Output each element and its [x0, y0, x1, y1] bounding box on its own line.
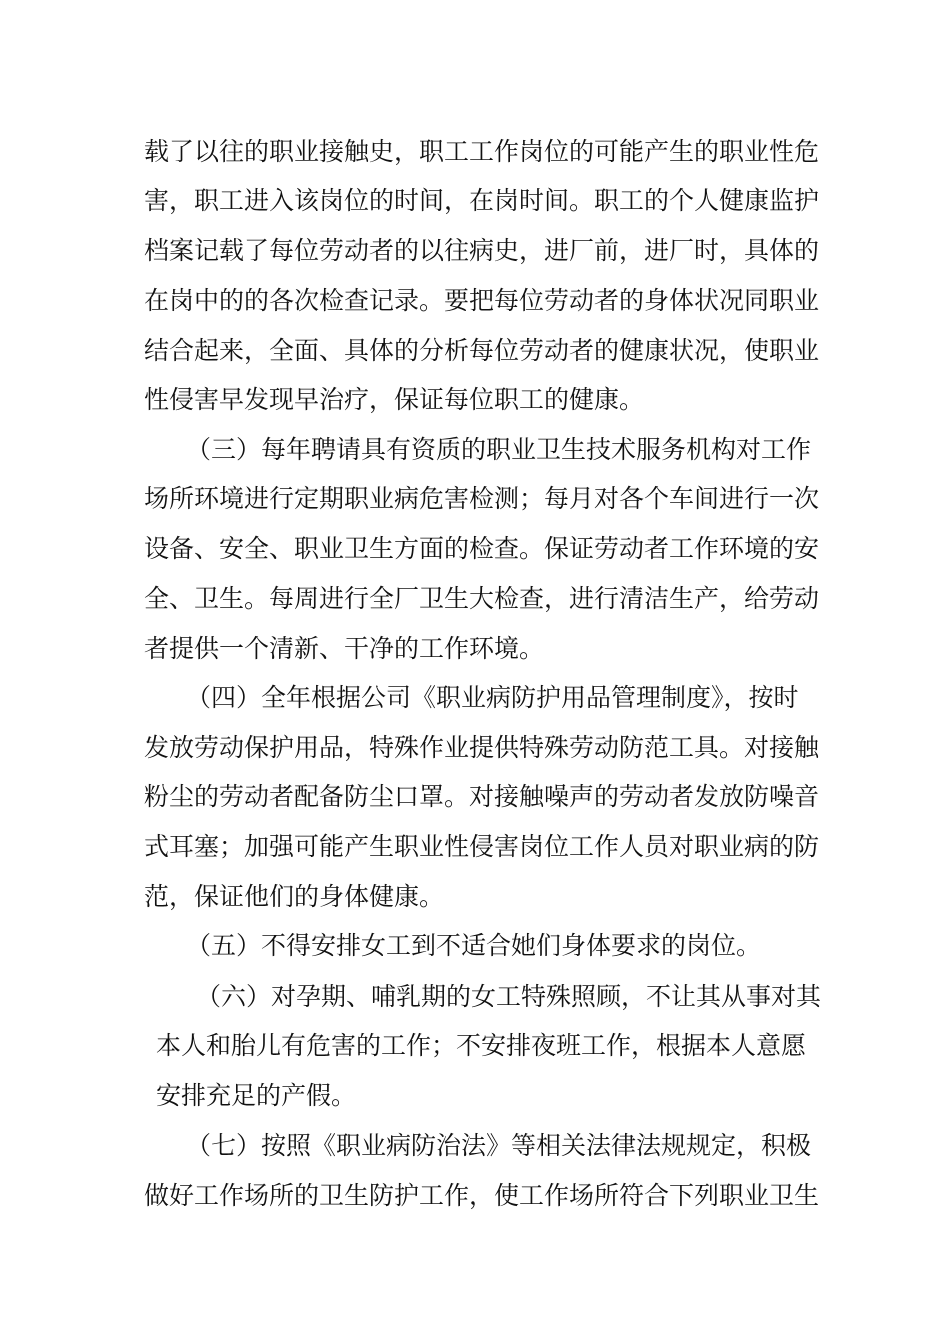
- paragraph-7-start: （七）按照《职业病防治法》等相关法律法规规定，积极: [186, 1131, 812, 1160]
- text-line-15: 式耳塞；加强可能产生职业性侵害岗位工作人员对职业病的防: [144, 832, 820, 861]
- text-line-11: 者提供一个清新、干净的工作环境。: [144, 634, 545, 663]
- text-line-1: 载了以往的职业接触史，职工工作岗位的可能产生的职业性危: [144, 137, 820, 166]
- text-line-13: 发放劳动保护用品，特殊作业提供特殊劳动防范工具。对接触: [144, 733, 820, 762]
- text-line-8: 场所环境进行定期职业病危害检测；每月对各个车间进行一次: [144, 484, 820, 513]
- text-line-20: 安排充足的产假。: [156, 1081, 357, 1110]
- text-line-6: 性侵害早发现早治疗，保证每位职工的健康。: [144, 385, 645, 414]
- text-line-19: 本人和胎儿有危害的工作；不安排夜班工作，根据本人意愿: [156, 1031, 807, 1060]
- paragraph-3-start: （三）每年聘请具有资质的职业卫生技术服务机构对工作: [186, 435, 812, 464]
- text-line-16: 范，保证他们的身体健康。: [144, 882, 445, 911]
- text-line-10: 全、卫生。每周进行全厂卫生大检查，进行清洁生产，给劳动: [144, 584, 820, 613]
- text-line-5: 结合起来，全面、具体的分析每位劳动者的健康状况，使职业: [144, 336, 820, 365]
- text-line-9: 设备、安全、职业卫生方面的检查。保证劳动者工作环境的安: [144, 534, 820, 563]
- paragraph-4-start: （四）全年根据公司《职业病防护用品管理制度》，按时: [186, 683, 799, 712]
- text-line-22: 做好工作场所的卫生防护工作，使工作场所符合下列职业卫生: [144, 1181, 820, 1210]
- text-line-2: 害，职工进入该岗位的时间，在岗时间。职工的个人健康监护: [144, 186, 820, 215]
- text-line-3: 档案记载了每位劳动者的以往病史，进厂前，进厂时，具体的: [144, 236, 820, 265]
- text-line-4: 在岗中的的各次检查记录。要把每位劳动者的身体状况同职业: [144, 286, 820, 315]
- paragraph-6-start: （六）对孕期、哺乳期的女工特殊照顾，不让其从事对其: [196, 982, 822, 1011]
- paragraph-5: （五）不得安排女工到不适合她们身体要求的岗位。: [186, 931, 762, 960]
- text-line-14: 粉尘的劳动者配备防尘口罩。对接触噪声的劳动者发放防噪音: [144, 782, 820, 811]
